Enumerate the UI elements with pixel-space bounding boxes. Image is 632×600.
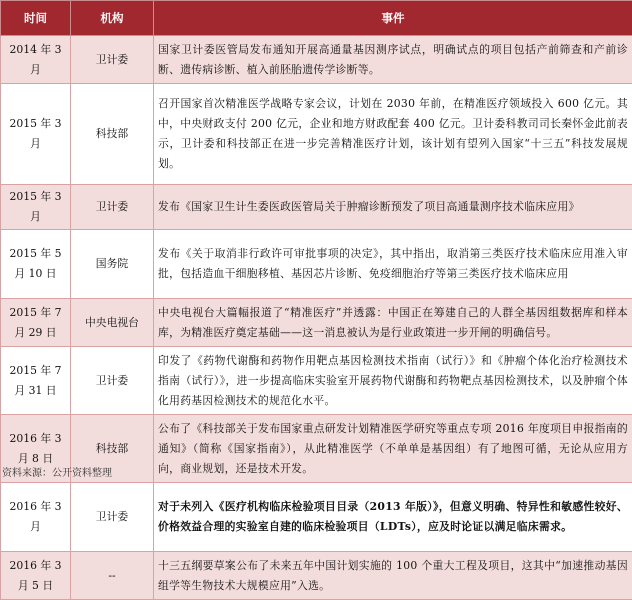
table-header (1, 1, 632, 36)
cell-org: 中央电视台 (71, 299, 154, 347)
cell-time: 2015 年 3 月 (1, 84, 71, 185)
cell-org: -- (71, 552, 154, 600)
table-row (1, 299, 632, 347)
table-row (1, 185, 632, 230)
cell-event: 公布了《科技部关于发布国家重点研发计划精准医学研究等重点专项 2016 年度项目申报指南的通知》（简称《国家指南》），从此精准医学（不单单是基因组）有了地图可循，无论从应用方向，商业规划，还是技术开发。 (154, 415, 632, 483)
cell-time: 2015 年 7 月 29 日 (1, 299, 71, 347)
header-row (1, 1, 632, 36)
cell-event: 发布《国家卫生计生委医政医管局关于肿瘤诊断预发了项目高通量测序技术临床应用》 (154, 185, 632, 230)
header-time: 时间 (1, 1, 71, 36)
header-org: 机构 (71, 1, 154, 36)
cell-time: 2016 年 3 月 (1, 483, 71, 552)
cell-event: 中央电视台大篇幅报道了“精准医疗”并透露：中国正在筹建自己的人群全基因组数据库和样本库，为精准医疗奠定基础——这一消息被认为是行业政策进一步开闸的明确信号。 (154, 299, 632, 347)
cell-event: 国家卫计委医管局发布通知开展高通量基因测序试点，明确试点的项目包括产前筛查和产前诊断、遗传病诊断、植入前胚胎遗传学诊断等。 (154, 36, 632, 84)
table-row (1, 483, 632, 552)
cell-event: 发布《关于取消非行政许可审批事项的决定》，其中指出，取消第三类医疗技术临床应用准入审批，包括造血干细胞移植、基因芯片诊断、免疫细胞治疗等第三类医疗技术临床应用 (154, 230, 632, 299)
cell-org: 科技部 (71, 84, 154, 185)
cell-org: 卫计委 (71, 347, 154, 415)
cell-time: 2015 年 3 月 (1, 185, 71, 230)
cell-org: 国务院 (71, 230, 154, 299)
cell-time: 2014 年 3 月 (1, 36, 71, 84)
table-body (1, 36, 632, 600)
cell-event: 十三五纲要草案公布了未来五年中国计划实施的 100 个重大工程及项目，这其中“加速推动基因组学等生物技术大规模应用”入选。 (154, 552, 632, 600)
table-row (1, 36, 632, 84)
table-row (1, 84, 632, 185)
table-row (1, 347, 632, 415)
source-note: 资料来源：公开资料整理 (2, 464, 112, 479)
table-row (1, 552, 632, 600)
header-event: 事件 (154, 1, 632, 36)
cell-org: 卫计委 (71, 36, 154, 84)
cell-org: 卫计委 (71, 483, 154, 552)
cell-time: 2015 年 5 月 10 日 (1, 230, 71, 299)
cell-org: 卫计委 (71, 185, 154, 230)
table-row (1, 230, 632, 299)
cell-time: 2016 年 3 月 8 日 (1, 415, 71, 483)
cell-time: 2015 年 7 月 31 日 (1, 347, 71, 415)
cell-org: 科技部 (71, 415, 154, 483)
cell-time: 2016 年 3 月 5 日 (1, 552, 71, 600)
cell-event: 对于未列入《医疗机构临床检验项目目录（2013 年版）》，但意义明确、特异性和敏感性较好、价格效益合理的实验室自建的临床检验项目（LDTs），应及时论证以满足临床需求。 (154, 483, 632, 552)
cell-event: 召开国家首次精准医学战略专家会议，计划在 2030 年前，在精准医疗领域投入 600 亿元。其中，中央财政支付 200 亿元，企业和地方财政配套 400 亿元。卫计委科教司司长秦怀金此前表示，卫计委和科技部正在进一步完善精准医疗计划，该计划有望列入国家“十三五”科技发展规划。 (154, 84, 632, 185)
cell-event: 印发了《药物代谢酶和药物作用靶点基因检测技术指南（试行）》和《肿瘤个体化治疗检测技术指南（试行）》，进一步提高临床实验室开展药物代谢酶和药物靶点基因检测技术，以及肿瘤个体化用药基因检测技术的规范化水平。 (154, 347, 632, 415)
